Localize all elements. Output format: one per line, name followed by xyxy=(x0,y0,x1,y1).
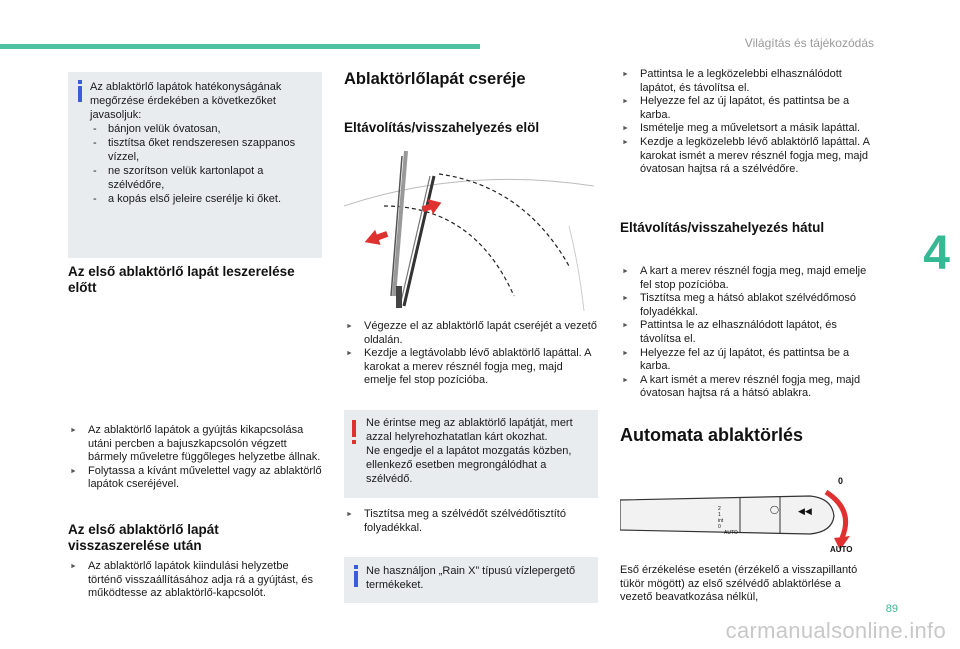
warning-text: Ne érintse meg az ablaktörlő lapátját, mert azzal helyrehozhatatlan kárt okozhat. Ne engedje el a lapátot mozgatás közben, ellenkező esetben megrongálódhat a szélvédő. xyxy=(366,417,573,485)
section-heading-auto-wipe: Automata ablaktörlés xyxy=(620,425,804,445)
list-item: ► Tisztítsa meg a szélvédőt szélvédőtisztító folyadékkal. xyxy=(344,508,598,535)
rear-steps-list xyxy=(620,265,878,401)
bonnet-line xyxy=(569,226,584,311)
warning-box xyxy=(344,410,598,498)
wash-icon: ◀◀ xyxy=(798,506,812,516)
list-item: ► Ismételje meg a műveletsort a másik lapáttal. xyxy=(620,122,878,136)
list-item: ► Tisztítsa meg a hátsó ablakot szélvédőmosó folyadékkal. xyxy=(620,292,878,319)
list-item: ► Végezze el az ablaktörlő lapát cseréjét a vezető oldalán. xyxy=(344,320,598,347)
front-steps-list xyxy=(344,320,598,388)
stalk-label-zero: 0 xyxy=(838,476,844,486)
list-item: ► Kezdje a legtávolabb lévő ablaktörlő lapáttal. A karokat a merev résznél fogja meg, majd emelje fel stop pozícióba. xyxy=(344,347,598,388)
list-item: ► A kart ismét a merev résznél fogja meg, majd óvatosan hajtsa rá a hátsó ablakra. xyxy=(620,374,878,401)
rear-wiper-icon: ◯ xyxy=(770,505,779,514)
section-title: Világítás és tájékozódás xyxy=(744,36,874,50)
auto-wipe-text: Eső érzékelése esetén (érzékelő a visszapillantó tükör mögött) az első szélvédő ablaktörlése a vezető beavatkozása nélkül, xyxy=(620,564,858,604)
stalk-position-label: 1 xyxy=(718,512,721,518)
list-item: ► Helyezze fel az új lapátot, és pattintsa be a karba. xyxy=(620,347,878,374)
stalk-label-auto: AUTO xyxy=(830,545,853,554)
front-continue-list xyxy=(620,68,878,177)
info-icon xyxy=(354,571,358,587)
info-box-care xyxy=(68,72,322,258)
after-refit-list xyxy=(68,560,324,601)
stalk-position-label: int xyxy=(718,518,724,524)
windscreen-edge xyxy=(344,179,594,206)
list-item: ► Az ablaktörlő lapátok kiindulási helyzetbe történő visszaállításához adja rá a gyújtást, és működtesse az ablaktörlő-kapcsolót. xyxy=(68,560,324,601)
heading-before-removal: Az első ablaktörlő lapát leszerelése előtt xyxy=(68,264,295,295)
wiper-arm-raised xyxy=(391,151,434,308)
stalk-position-label: 0 xyxy=(718,524,721,530)
list-item: - tisztítsa őket rendszeresen szappanos vízzel, xyxy=(90,136,316,164)
info-text: Ne használjon „Rain X” típusú vízlepergető termékeket. xyxy=(366,565,576,591)
stalk-position-label: AUTO xyxy=(724,530,738,536)
header-accent-bar xyxy=(0,44,480,49)
info-box-intro: Az ablaktörlő lapátok hatékonyságának megőrzése érdekében a következőket javasoljuk: xyxy=(90,81,282,121)
heading-after-refit: Az első ablaktörlő lapát visszaszerelése után xyxy=(68,522,219,553)
front-wiper-illustration xyxy=(344,146,594,316)
info-box-rainx xyxy=(344,557,598,603)
heading-front-removal: Eltávolítás/visszahelyezés elöl xyxy=(344,120,540,135)
list-item: - ne szorítson velük kartonlapot a szélvédőre, xyxy=(90,164,316,192)
list-item: - bánjon velük óvatosan, xyxy=(90,122,316,136)
list-item: ► A kart a merev résznél fogja meg, majd emelje fel stop pozícióba. xyxy=(620,265,878,292)
watermark: carmanualsonline.info xyxy=(725,618,946,643)
before-removal-list xyxy=(68,424,324,492)
warning-icon xyxy=(352,420,356,437)
list-item: ► Helyezze fel az új lapátot, és pattintsa be a karba. xyxy=(620,95,878,122)
sweep-arc-inner xyxy=(384,206,514,296)
chapter-number: 4 xyxy=(923,227,950,280)
section-heading-blade-replacement: Ablaktörlőlapát cseréje xyxy=(344,70,526,88)
list-item: ► Pattintsa le a legközelebbi elhasználódott lapátot, és távolítsa el. xyxy=(620,68,878,95)
sweep-arc-outer xyxy=(439,174,569,266)
heading-rear-removal: Eltávolítás/visszahelyezés hátul xyxy=(620,220,825,235)
list-item: ► Az ablaktörlő lapátok a gyújtás kikapcsolása utáni percben a bajuszkapcsolón végzett bármely műveletre függőleges helyzetbe állnak. xyxy=(68,424,324,465)
wiper-stalk-illustration xyxy=(620,472,870,554)
list-item: ► Pattintsa le az elhasználódott lapátot, és távolítsa el. xyxy=(620,319,878,346)
clean-list xyxy=(344,508,598,535)
list-item: ► Kezdje a legközelebb lévő ablaktörlő lapáttal. A karokat ismét a merev résznél fogja meg, majd óvatosan hajtsa rá a szélvédőre. xyxy=(620,136,878,177)
list-item: - a kopás első jeleire cserélje ki őket. xyxy=(90,192,316,206)
list-item: ► Folytassa a kívánt művelettel vagy az ablaktörlő lapátok cseréjével. xyxy=(68,465,324,492)
stalk-position-label: 2 xyxy=(718,506,721,512)
info-icon xyxy=(78,86,82,102)
page-number: 89 xyxy=(885,603,898,615)
